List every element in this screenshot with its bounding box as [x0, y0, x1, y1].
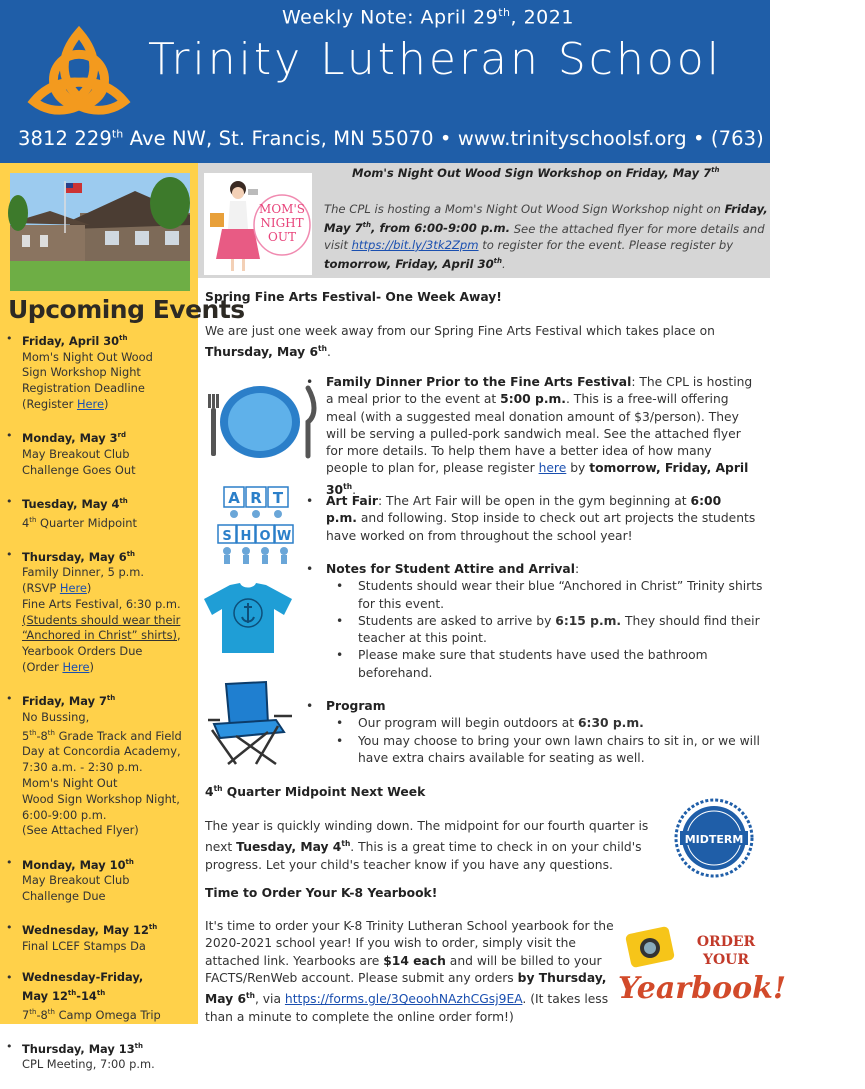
- sidebar: [0, 163, 245, 1072]
- art-letter: S: [222, 529, 232, 544]
- lawn-chair-icon: [206, 680, 296, 766]
- moms-night-out-body: The CPL is hosting a Mom's Night Out Wood Sign Workshop night on Friday, May 7th, from 6:00-9:00 p.m. See the attached flyer for more details and visit https://bit.ly/3tk2Zpm to register for the event. Please register by tomorrow, Friday, April 30th.: [324, 202, 768, 272]
- yearbook-title: Time to Order Your K-8 Yearbook!: [205, 886, 438, 900]
- main-content: [198, 278, 787, 1024]
- attire-sub-item: • Please make sure that students have used the bathroom beforehand.: [336, 647, 766, 682]
- event-line: May Breakout Club: [22, 873, 130, 888]
- art-letter: R: [250, 489, 262, 507]
- header: [0, 0, 865, 163]
- event-item: [6, 691, 196, 839]
- event-line: Sign Workshop Night: [22, 365, 141, 380]
- events-list: [6, 331, 196, 1089]
- art-letter: A: [228, 489, 240, 507]
- art-letter: T: [272, 489, 284, 507]
- art-show-graphic: [218, 485, 294, 565]
- event-line: CPL Meeting, 7:00 p.m.: [22, 1057, 155, 1072]
- art-letter: H: [240, 529, 252, 544]
- moms-night-out-section: [198, 163, 770, 278]
- yearbook-graphic-word: ORDER: [696, 934, 756, 950]
- event-line: (Register Here): [22, 396, 109, 411]
- program-item: [306, 698, 766, 767]
- yearbook-order-link[interactable]: https://forms.gle/3QeoohNAzhCGsj9EA: [284, 992, 523, 1007]
- event-line: (Students should wear their: [22, 612, 181, 627]
- event-line: 7:30 a.m. - 2:30 p.m.: [22, 760, 143, 775]
- trinity-logo: [20, 20, 138, 120]
- register-link[interactable]: Here: [76, 396, 104, 411]
- rsvp-link[interactable]: Here: [59, 581, 87, 596]
- midterm-badge: [674, 798, 754, 878]
- event-line: (See Attached Flyer): [22, 823, 139, 838]
- event-line: Day at Concordia Academy,: [22, 744, 181, 759]
- attire-item: • Notes for Student Attire and Arrival: • Students should wear their blue “Anchored in Christ” Trinity shirts for this event. • Students are asked to arrive by 6:15 p.m. They should find their teacher at this point. • Please make sure that students have used the bathroom beforehand.: [306, 561, 766, 682]
- event-item: [6, 494, 196, 531]
- event-date: • Thursday, May 6th: [22, 549, 136, 564]
- event-line: Fine Arts Festival, 6:30 p.m.: [22, 596, 181, 611]
- event-line: Challenge Due: [22, 888, 106, 903]
- midterm-badge-text: MIDTERM: [684, 833, 744, 846]
- event-item: [6, 970, 196, 1023]
- event-date: • Monday, May 3rd: [22, 431, 127, 446]
- upcoming-events-title: Upcoming Events: [8, 295, 245, 324]
- event-date: • Monday, May 10th: [22, 857, 134, 872]
- attire-sub-item: • Students are asked to arrive by 6:15 p.m. They should find their teacher at this point.: [336, 613, 766, 648]
- event-line: 4th Quarter Midpoint: [22, 515, 137, 530]
- event-line: No Bussing,: [22, 709, 90, 724]
- event-line: 7th-8th Camp Omega Trip: [22, 1007, 161, 1022]
- event-line: Final LCEF Stamps Da: [22, 938, 146, 953]
- art-letter: O: [259, 529, 271, 544]
- mno-graphic-word: MOM'S: [259, 202, 305, 216]
- fine-arts-intro: We are just one week away from our Spring Fine Arts Festival which takes place on Thursday, May 6th.: [205, 324, 715, 360]
- event-item: [6, 428, 196, 478]
- attire-label: Notes for Student Attire and Arrival: [326, 562, 575, 576]
- event-item: [6, 331, 196, 413]
- event-line: Wood Sign Workshop Night,: [22, 791, 180, 806]
- event-line: Registration Deadline: [22, 381, 145, 396]
- plate-icon: [200, 382, 320, 458]
- event-line: May Breakout Club: [22, 446, 130, 461]
- yearbook-body: It's time to order your K-8 Trinity Lutheran School yearbook for the 2020-2021 school year! If you wish to order, simply visit the attached link. Yearbooks are $14 each and will be billed to your FACTS/RenWeb account. Please submit any orders by Thursday, May 6th, via https://forms.gle/3QeoohNAzhCGsj9EA. (It takes less than a minute to complete the online order form!): [205, 919, 614, 1024]
- mno-graphic-word: OUT: [268, 230, 296, 244]
- event-line: (Order Here): [22, 660, 94, 675]
- event-item: [6, 920, 196, 954]
- art-letter: W: [276, 529, 292, 544]
- event-line: Mom's Night Out: [22, 775, 118, 790]
- mno-graphic-word: NIGHT: [260, 216, 304, 230]
- midpoint-body: The year is quickly winding down. The midpoint for our fourth quarter is next Tuesday, May 4th. This is a great time to check in on your child's progress. Let your child's teacher know if you have any questions.: [205, 819, 649, 872]
- dinner-register-link[interactable]: here: [538, 461, 567, 476]
- attire-sub-item: • Students should wear their blue “Anchored in Christ” Trinity shirts for this event.: [336, 578, 766, 613]
- dinner-label: Family Dinner Prior to the Fine Arts Festival: [326, 375, 632, 389]
- yearbook-graphic-word: YOUR: [702, 952, 750, 968]
- order-link[interactable]: Here: [62, 660, 90, 675]
- event-line: Family Dinner, 5 p.m.: [22, 565, 145, 580]
- program-sub-item: • Our program will begin outdoors at 6:30 p.m.: [336, 715, 766, 732]
- midpoint-title: 4th Quarter Midpoint Next Week: [205, 784, 426, 800]
- event-date: • Friday, May 7th: [22, 694, 116, 709]
- event-date: • Wednesday-Friday,: [22, 970, 144, 985]
- program-label: Program: [326, 699, 386, 713]
- school-address: 3812 229th Ave NW, St. Francis, MN 55070 • www.trinityschoolsf.org • (763) 753-1234: [18, 127, 865, 150]
- event-date: • Thursday, May 13th: [22, 1041, 143, 1056]
- event-line: 6:00-9:00 p.m.: [22, 807, 107, 822]
- event-line: Mom's Night Out Wood: [22, 349, 153, 364]
- moms-night-out-graphic: [204, 173, 312, 275]
- event-date: • Wednesday, May 12th: [22, 923, 158, 938]
- program-sub-item: • You may choose to bring your own lawn chairs to sit in, or we will have extra chairs available for seating as well.: [336, 733, 766, 768]
- moms-night-out-title: Mom's Night Out Wood Sign Workshop on Friday, May 7th: [352, 166, 720, 180]
- school-building-photo: [10, 173, 190, 291]
- event-date: May 12th-14th: [22, 988, 106, 1003]
- weekly-note-date: Weekly Note: April 29th, 2021: [282, 6, 574, 29]
- event-line: Challenge Goes Out: [22, 462, 136, 477]
- event-line: “Anchored in Christ” shirts),: [22, 628, 181, 643]
- event-line: 5th-8th Grade Track and Field: [22, 728, 182, 743]
- art-fair-label: Art Fair: [326, 494, 378, 508]
- event-line: (RSVP Here): [22, 581, 92, 596]
- tshirt-icon: [202, 581, 294, 655]
- fine-arts-title: Spring Fine Arts Festival- One Week Away!: [205, 290, 502, 304]
- school-name: Trinity Lutheran School: [148, 34, 722, 85]
- dinner-item: • Family Dinner Prior to the Fine Arts Festival: The CPL is hosting a meal prior to the event at 5:00 p.m.. This is a free-will offering meal (with a suggested meal donation amount of $3/person). They will be serving a pulled-pork sandwich meal. See the attached flyer for more details. To help them have a better idea of how many people to plan for, please register here by tomorrow, Friday, April 30th.: [306, 374, 756, 499]
- art-fair-item: • Art Fair: The Art Fair will be open in the gym beginning at 6:00 p.m. and following. Stop inside to check out art projects the students have worked on from throughout the school year!: [306, 493, 756, 545]
- event-date: • Tuesday, May 4th: [22, 496, 128, 511]
- event-date: • Friday, April 30th: [22, 333, 128, 348]
- event-item: [6, 547, 196, 676]
- event-line: Yearbook Orders Due: [22, 644, 143, 659]
- event-item: [6, 855, 196, 905]
- yearbook-graphic-word: Yearbook!: [617, 971, 787, 1006]
- workshop-register-link[interactable]: https://bit.ly/3tk2Zpm: [351, 237, 479, 252]
- event-item: [6, 1039, 196, 1073]
- order-yearbook-graphic: [617, 922, 787, 1014]
